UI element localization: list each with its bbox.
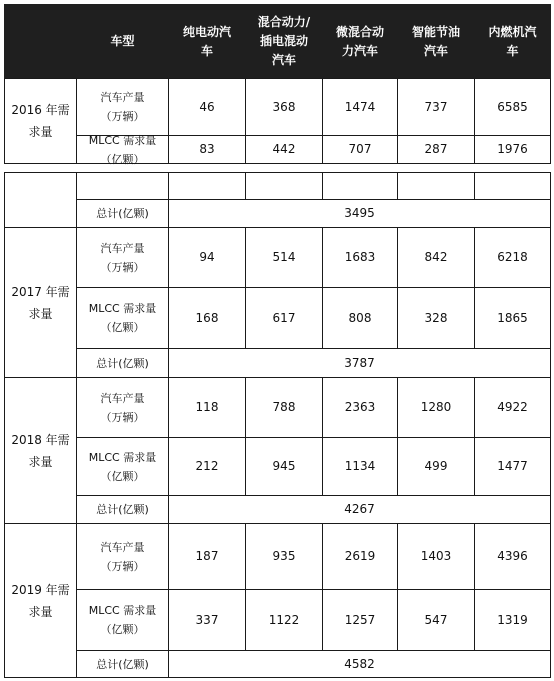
- total-label-cell: [76, 199, 169, 228]
- year-continuation-cell: [4, 172, 77, 228]
- mlcc-value: 287: [424, 142, 448, 156]
- mlcc-value: 1122: [268, 612, 300, 627]
- production-value-cell: [397, 377, 475, 438]
- production-value-cell: [168, 227, 246, 288]
- header-vehicle-type-label: 车型: [110, 34, 135, 48]
- mlcc-value: 83: [199, 142, 215, 156]
- production-value-cell: [245, 523, 323, 590]
- mlcc-value-cell: [322, 135, 398, 164]
- year-label: 2019 年需求量: [11, 582, 70, 619]
- total-value-cell: [168, 495, 551, 524]
- total-value-cell: [168, 650, 551, 678]
- production-value: 842: [424, 250, 448, 264]
- mlcc-label-cell: [76, 135, 169, 164]
- year-label-cell: [4, 227, 77, 378]
- total-value: 3787: [344, 355, 375, 370]
- production-value-cell: [322, 377, 398, 438]
- mlcc-value-cell: [168, 135, 246, 164]
- total-value-cell: [168, 348, 551, 378]
- production-value-cell: [245, 227, 323, 288]
- header-col-label: 内燃机汽车: [488, 24, 537, 58]
- production-value-cell: [474, 377, 551, 438]
- mlcc-value: 1865: [497, 310, 528, 325]
- mlcc-value-cell: [474, 287, 551, 349]
- mlcc-label: MLCC 需求量（亿颗）: [88, 302, 157, 334]
- production-value-cell: [168, 523, 246, 590]
- production-label: 汽车产量（万辆）: [100, 540, 145, 573]
- production-value: 737: [424, 99, 448, 114]
- production-value-cell: [168, 78, 246, 136]
- mlcc-value-cell: [397, 287, 475, 349]
- production-value-cell: [474, 523, 551, 590]
- production-value-cell: [322, 78, 398, 136]
- total-label-cell: [76, 348, 169, 378]
- total-label-cell: [76, 650, 169, 678]
- production-value-cell: [245, 377, 323, 438]
- production-value-cell: [397, 78, 475, 136]
- mlcc-value-cell: [168, 437, 246, 496]
- mlcc-value-cell: [397, 589, 475, 651]
- mlcc-label: MLCC 需求量（亿颗）: [88, 133, 157, 166]
- mlcc-value: 808: [348, 310, 372, 325]
- mlcc-value-cell: [245, 135, 323, 164]
- production-value: 187: [195, 549, 219, 563]
- mlcc-label: MLCC 需求量（亿颗）: [88, 604, 157, 636]
- production-label: 汽车产量（万辆）: [100, 241, 145, 274]
- production-value: 118: [195, 400, 219, 414]
- mlcc-value: 1257: [344, 612, 376, 627]
- mlcc-value-cell: [245, 589, 323, 651]
- continuation-cell: [245, 172, 323, 200]
- production-value-cell: [397, 523, 475, 590]
- production-label-cell: [76, 377, 169, 438]
- total-label: 总计(亿颗): [96, 207, 149, 220]
- mlcc-value-cell: [322, 437, 398, 496]
- header-col-0: [168, 4, 246, 79]
- production-label: 汽车产量（万辆）: [100, 91, 145, 123]
- production-label-cell: [76, 523, 169, 590]
- mlcc-label: MLCC 需求量（亿颗）: [88, 450, 157, 483]
- production-value: 368: [272, 99, 296, 114]
- year-label: 2016 年需求量: [11, 103, 70, 139]
- year-label-cell: [4, 523, 77, 678]
- mlcc-value: 617: [272, 310, 296, 325]
- production-value: 94: [199, 250, 215, 264]
- header-vehicle-type: [76, 4, 169, 79]
- production-value: 4922: [497, 400, 528, 414]
- mlcc-value: 442: [272, 142, 296, 156]
- mlcc-label-cell: [76, 437, 169, 496]
- mlcc-value-cell: [245, 437, 323, 496]
- mlcc-value-cell: [474, 437, 551, 496]
- header-col-4: [474, 4, 551, 79]
- production-value-cell: [322, 523, 398, 590]
- production-value-cell: [474, 78, 551, 136]
- mlcc-value-cell: [474, 135, 551, 164]
- header-col-1: [245, 4, 323, 79]
- mlcc-value-cell: [322, 589, 398, 651]
- mlcc-value: 1134: [344, 459, 376, 473]
- continuation-cell: [397, 172, 475, 200]
- production-label-cell: [76, 78, 169, 136]
- continuation-cell: [474, 172, 551, 200]
- mlcc-value: 945: [272, 459, 296, 473]
- production-value-cell: [397, 227, 475, 288]
- mlcc-value-cell: [397, 135, 475, 164]
- total-label: 总计(亿颗): [96, 503, 149, 516]
- mlcc-value: 168: [195, 310, 219, 325]
- continuation-cell: [168, 172, 246, 200]
- total-value: 4267: [344, 502, 375, 516]
- mlcc-value: 547: [424, 612, 448, 627]
- mlcc-value: 499: [424, 459, 448, 473]
- production-value: 514: [272, 250, 296, 264]
- mlcc-value: 1976: [497, 142, 528, 156]
- production-value: 2363: [344, 400, 376, 414]
- mlcc-value-cell: [245, 287, 323, 349]
- total-label: 总计(亿颗): [96, 657, 149, 671]
- continuation-cell: [322, 172, 398, 200]
- header-col-label: 混合动力/插电混动汽车: [257, 15, 311, 67]
- production-value: 1403: [420, 549, 452, 563]
- mlcc-value-cell: [474, 589, 551, 651]
- production-value: 6585: [497, 99, 528, 114]
- year-label: 2018 年需求量: [11, 432, 70, 469]
- production-value: 1280: [420, 400, 452, 414]
- production-value-cell: [474, 227, 551, 288]
- header-corner: [4, 4, 77, 79]
- mlcc-value: 707: [348, 142, 372, 156]
- production-value-cell: [168, 377, 246, 438]
- total-value: 4582: [344, 656, 375, 671]
- mlcc-value: 1477: [497, 459, 528, 473]
- production-value-cell: [245, 78, 323, 136]
- production-value: 788: [272, 400, 296, 414]
- production-value: 4396: [497, 549, 528, 563]
- mlcc-value-cell: [168, 287, 246, 349]
- year-label-cell: [4, 377, 77, 524]
- production-label-cell: [76, 227, 169, 288]
- mlcc-value: 212: [195, 459, 219, 473]
- production-value-cell: [322, 227, 398, 288]
- mlcc-value-cell: [397, 437, 475, 496]
- header-col-label: 智能节油汽车: [411, 24, 460, 58]
- mlcc-value-cell: [168, 589, 246, 651]
- total-label-cell: [76, 495, 169, 524]
- header-col-label: 微混合动力汽车: [335, 24, 384, 58]
- total-value: 3495: [344, 206, 375, 220]
- mlcc-label-cell: [76, 287, 169, 349]
- year-label-cell: [4, 78, 77, 164]
- header-col-label: 纯电动汽车: [182, 24, 231, 58]
- header-col-2: [322, 4, 398, 79]
- total-value-cell: [168, 199, 551, 228]
- production-value: 6218: [497, 250, 528, 264]
- production-value: 1683: [344, 250, 376, 264]
- mlcc-label-cell: [76, 589, 169, 651]
- continuation-cell: [76, 172, 169, 200]
- mlcc-value: 337: [195, 612, 219, 627]
- production-value: 46: [199, 99, 215, 114]
- mlcc-value: 328: [424, 310, 448, 325]
- mlcc-value-cell: [322, 287, 398, 349]
- production-value: 1474: [344, 99, 376, 114]
- mlcc-value: 1319: [497, 612, 528, 627]
- year-label: 2017 年需求量: [11, 284, 70, 321]
- production-value: 935: [272, 549, 296, 563]
- production-label: 汽车产量（万辆）: [100, 391, 145, 424]
- header-col-3: [397, 4, 475, 79]
- production-value: 2619: [344, 549, 376, 563]
- total-label: 总计(亿颗): [96, 356, 149, 370]
